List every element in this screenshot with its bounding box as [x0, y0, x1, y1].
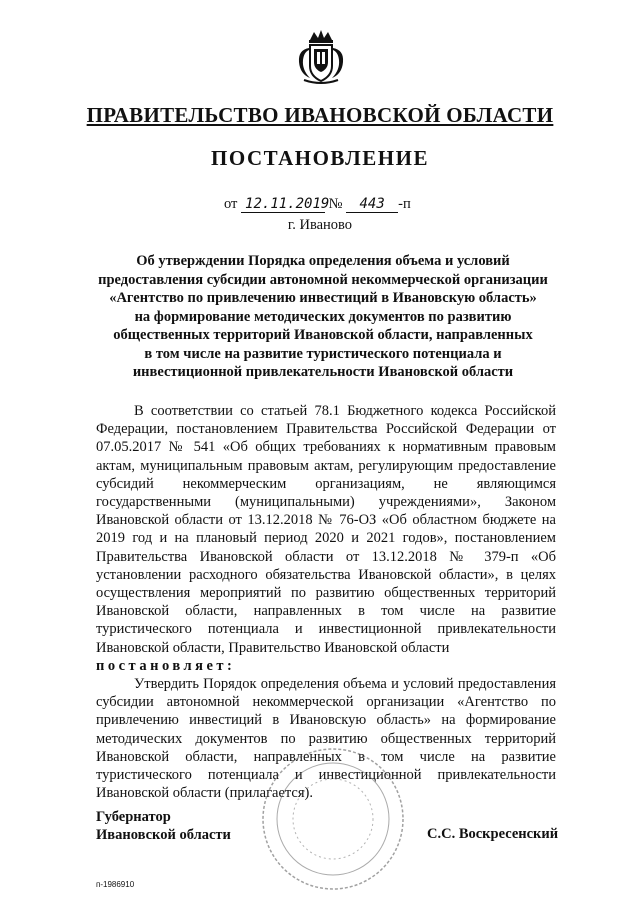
heading-line: Об утверждении Порядка определения объема и условий: [136, 253, 510, 269]
heading-line: «Агентство по привлечению инвестиций в Ивановскую область»: [109, 290, 537, 306]
city: г. Иваново: [287, 217, 353, 233]
official-stamp-icon: [258, 744, 408, 894]
signatory-position: [96, 808, 231, 844]
heading-line: общественных территорий Ивановской области, направленных: [113, 327, 533, 343]
date-number-line: [224, 196, 454, 213]
document-date: 12.11.2019: [241, 197, 325, 213]
document-body: [96, 402, 556, 802]
heading-line: на формирование методических документов по развитию: [134, 308, 512, 325]
number-prefix: №: [328, 196, 343, 212]
resolve-word: постановляет:: [96, 657, 236, 674]
resolution-paragraph: Утвердить Порядок определения объема и условий предоставления субсидии автономной некоммерческой организации «Агентство по привлечению инвестиций в Ивановскую область» на формирование методических документов по развитию общественных территорий Ивановской области, направленных в том числе на развитие туристического потенциала и инвестиционной привлекательности Ивановской области (прилагается).: [96, 676, 556, 802]
government-title: ПРАВИТЕЛЬСТВО ИВАНОВСКОЙ ОБЛАСТИ: [86, 103, 554, 127]
document-number: 443: [346, 197, 398, 213]
signatory-name: С.С. Воскресенский: [427, 826, 559, 842]
document-heading: [96, 252, 550, 382]
heading-line: в том числе на развитие туристического потенциала и: [144, 345, 502, 362]
heading-line: инвестиционной привлекательности Ивановской области: [132, 364, 514, 380]
position-title: Губернатор: [96, 809, 171, 825]
preamble-paragraph: В соответствии со статьей 78.1 Бюджетного кодекса Российской Федерации, постановлением Правительства Российской Федерации от 07.05.2017 № 541 «Об общих требованиях к нормативным правовым актам, муниципальным правовым актам, регулирующим предоставление субсидий некоммерческим организациям, не являющимся государственными (муниципальными) учреждениями», Законом Ивановской области от 13.12.2018 № 76-ОЗ «Об областном бюджете на 2019 год и на плановый период 2020 и 2021 годов», постановлением Правительства Ивановской области от 13.12.2018 № 379-п «Об установлении расходного обязательства Ивановской области», в целях осуществления мероприятий по развитию общественных территорий Ивановской области, направленных в том числе на развитие туристического потенциала и инвестиционной привлекательности Ивановской области, Правительство Ивановской области: [96, 403, 556, 656]
position-region: Ивановской области: [96, 827, 231, 843]
coat-of-arms-icon: [290, 26, 352, 88]
document-type: ПОСТАНОВЛЕНИЕ: [211, 146, 429, 170]
number-suffix: -п: [398, 196, 411, 212]
registration-number: п-1986910: [96, 880, 135, 889]
date-prefix: от: [224, 196, 238, 212]
heading-line: предоставления субсидии автономной некоммерческой организации: [98, 271, 548, 288]
